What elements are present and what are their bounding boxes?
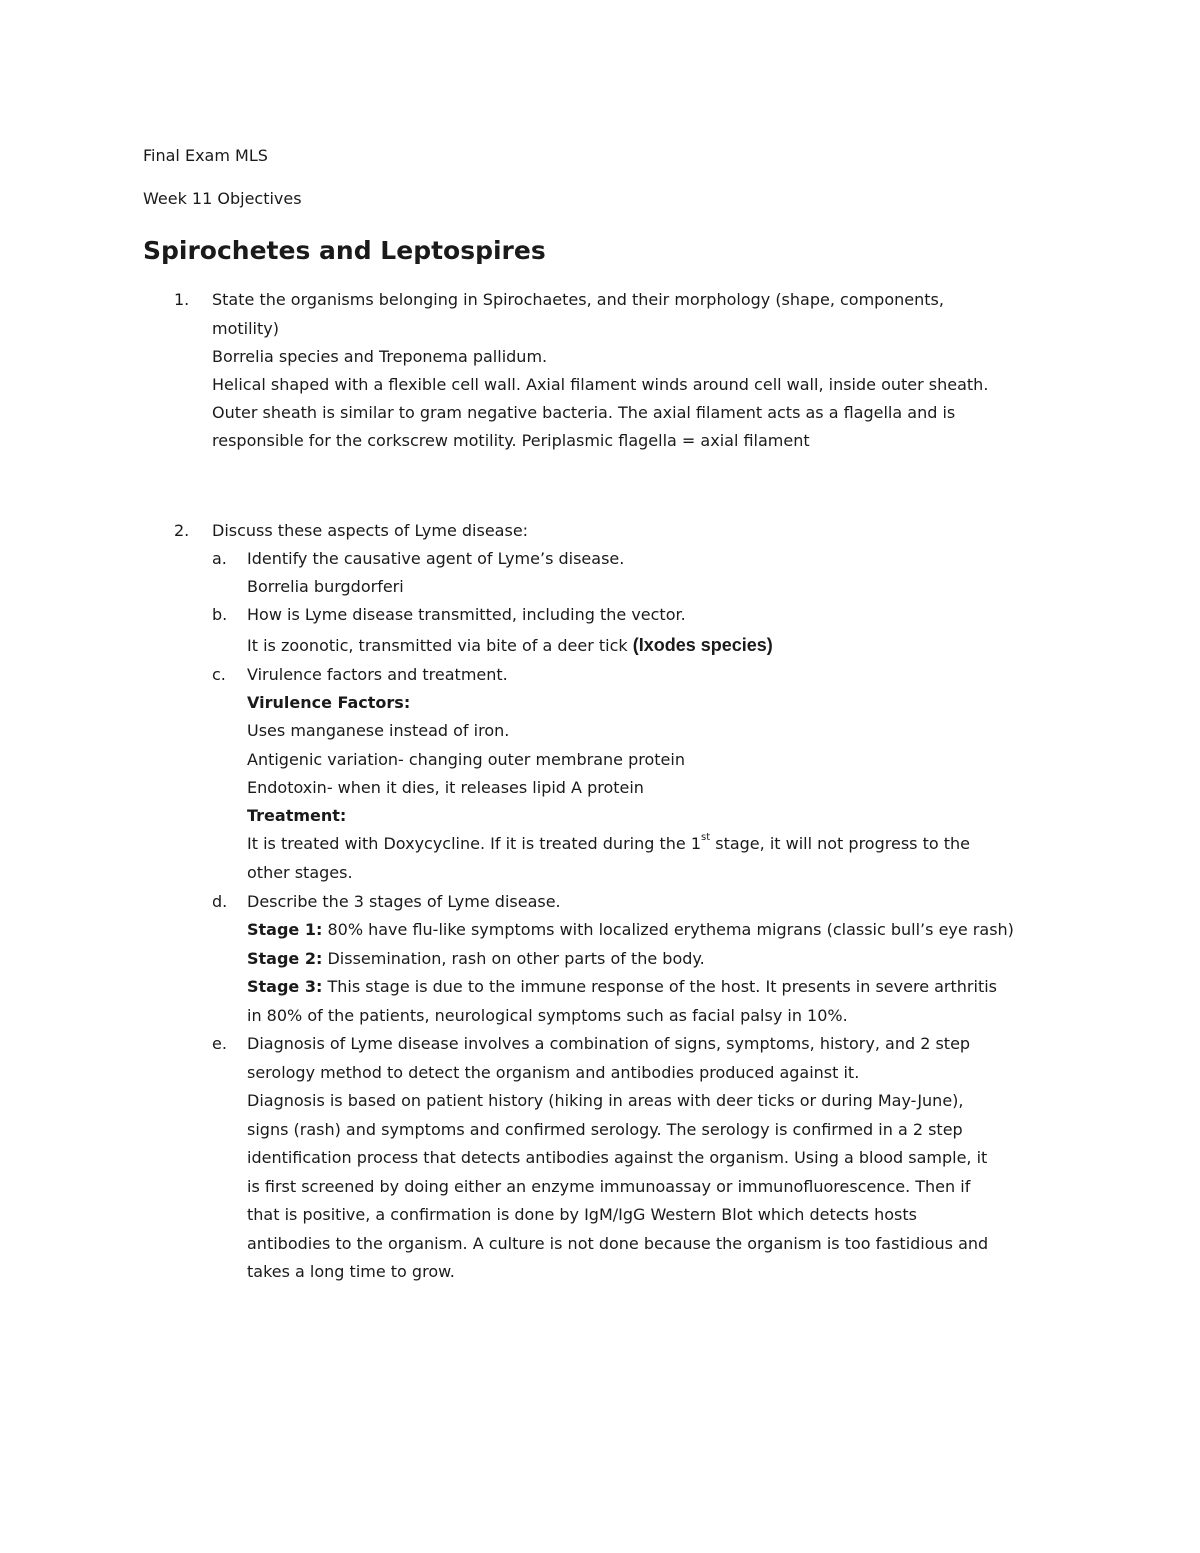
treatment-line: other stages. [247,863,353,882]
stage-1-label: Stage 1: [247,920,323,939]
stage-2-text: Dissemination, rash on other parts of the body. [322,949,705,968]
q1-number: 1. [174,290,190,309]
virulence-factor-item: Antigenic variation- changing outer membrane protein [247,750,685,769]
page-title: Spirochetes and Leptospires [143,236,546,265]
q2b-letter: b. [212,605,228,624]
stage-2-line [247,951,705,967]
header-week: Week 11 Objectives [143,189,302,208]
virulence-factors-heading: Virulence Factors: [247,693,411,712]
q2a-letter: a. [212,549,227,568]
q1-answer-line: Outer sheath is similar to gram negative bacteria. The axial filament acts as a flagella and is [212,403,956,422]
q2c-question: Virulence factors and treatment. [247,665,508,684]
q2e-answer-line: identification process that detects antibodies against the organism. Using a blood sample, it [247,1148,988,1167]
stage-3-label: Stage 3: [247,977,323,996]
q1-question-line: State the organisms belonging in Spirochaetes, and their morphology (shape, components, [212,290,944,309]
q2b-answer [247,636,773,654]
q2b-vector-name: (Ixodes species) [632,635,773,655]
stage-3-line: in 80% of the patients, neurological symptoms such as facial palsy in 10%. [247,1006,848,1025]
treatment-text: It is treated with Doxycycline. If it is treated during the 1 [247,834,701,853]
q1-answer-line: Helical shaped with a flexible cell wall. Axial filament winds around cell wall, inside outer sheath. [212,375,989,394]
virulence-factor-item: Uses manganese instead of iron. [247,721,510,740]
treatment-heading: Treatment: [247,806,347,825]
q2e-letter: e. [212,1034,227,1053]
q2e-answer-line: takes a long time to grow. [247,1262,455,1281]
q2e-answer-line: antibodies to the organism. A culture is not done because the organism is too fastidious and [247,1234,989,1253]
q2e-answer-line: signs (rash) and symptoms and confirmed serology. The serology is confirmed in a 2 step [247,1120,963,1139]
treatment-line [247,832,970,853]
q2e-answer-line: Diagnosis is based on patient history (hiking in areas with deer ticks or during May-June), [247,1091,964,1110]
q2-question: Discuss these aspects of Lyme disease: [212,521,529,540]
q2a-question: Identify the causative agent of Lyme’s disease. [247,549,625,568]
q2b-answer-text: It is zoonotic, transmitted via bite of a deer tick [247,636,633,655]
stage-3-line [247,979,997,995]
q2b-question: How is Lyme disease transmitted, including the vector. [247,605,686,624]
header-course: Final Exam MLS [143,146,268,165]
q2-number: 2. [174,521,190,540]
q2d-question: Describe the 3 stages of Lyme disease. [247,892,561,911]
q1-answer-line: responsible for the corkscrew motility. Periplasmic flagella = axial filament [212,431,810,450]
q1-question-line: motility) [212,319,279,338]
q2e-question-line: Diagnosis of Lyme disease involves a combination of signs, symptoms, history, and 2 step [247,1034,971,1053]
q2d-letter: d. [212,892,228,911]
q1-answer-line: Borrelia species and Treponema pallidum. [212,347,548,366]
stage-1-line [247,922,1014,938]
q2e-question-line: serology method to detect the organism and antibodies produced against it. [247,1063,860,1082]
q2e-answer-line: is first screened by doing either an enzyme immunoassay or immunofluorescence. Then if [247,1177,971,1196]
treatment-text-rest: stage, it will not progress to the [710,834,970,853]
q2a-answer: Borrelia burgdorferi [247,577,404,596]
stage-2-label: Stage 2: [247,949,323,968]
virulence-factor-item: Endotoxin- when it dies, it releases lipid A protein [247,778,644,797]
q2c-letter: c. [212,665,226,684]
q2e-answer-line: that is positive, a confirmation is done by IgM/IgG Western Blot which detects hosts [247,1205,917,1224]
stage-3-text: This stage is due to the immune response of the host. It presents in severe arthritis [322,977,997,996]
ordinal-superscript: st [701,832,711,843]
stage-1-text: 80% have flu-like symptoms with localized erythema migrans (classic bull’s eye rash) [322,920,1014,939]
